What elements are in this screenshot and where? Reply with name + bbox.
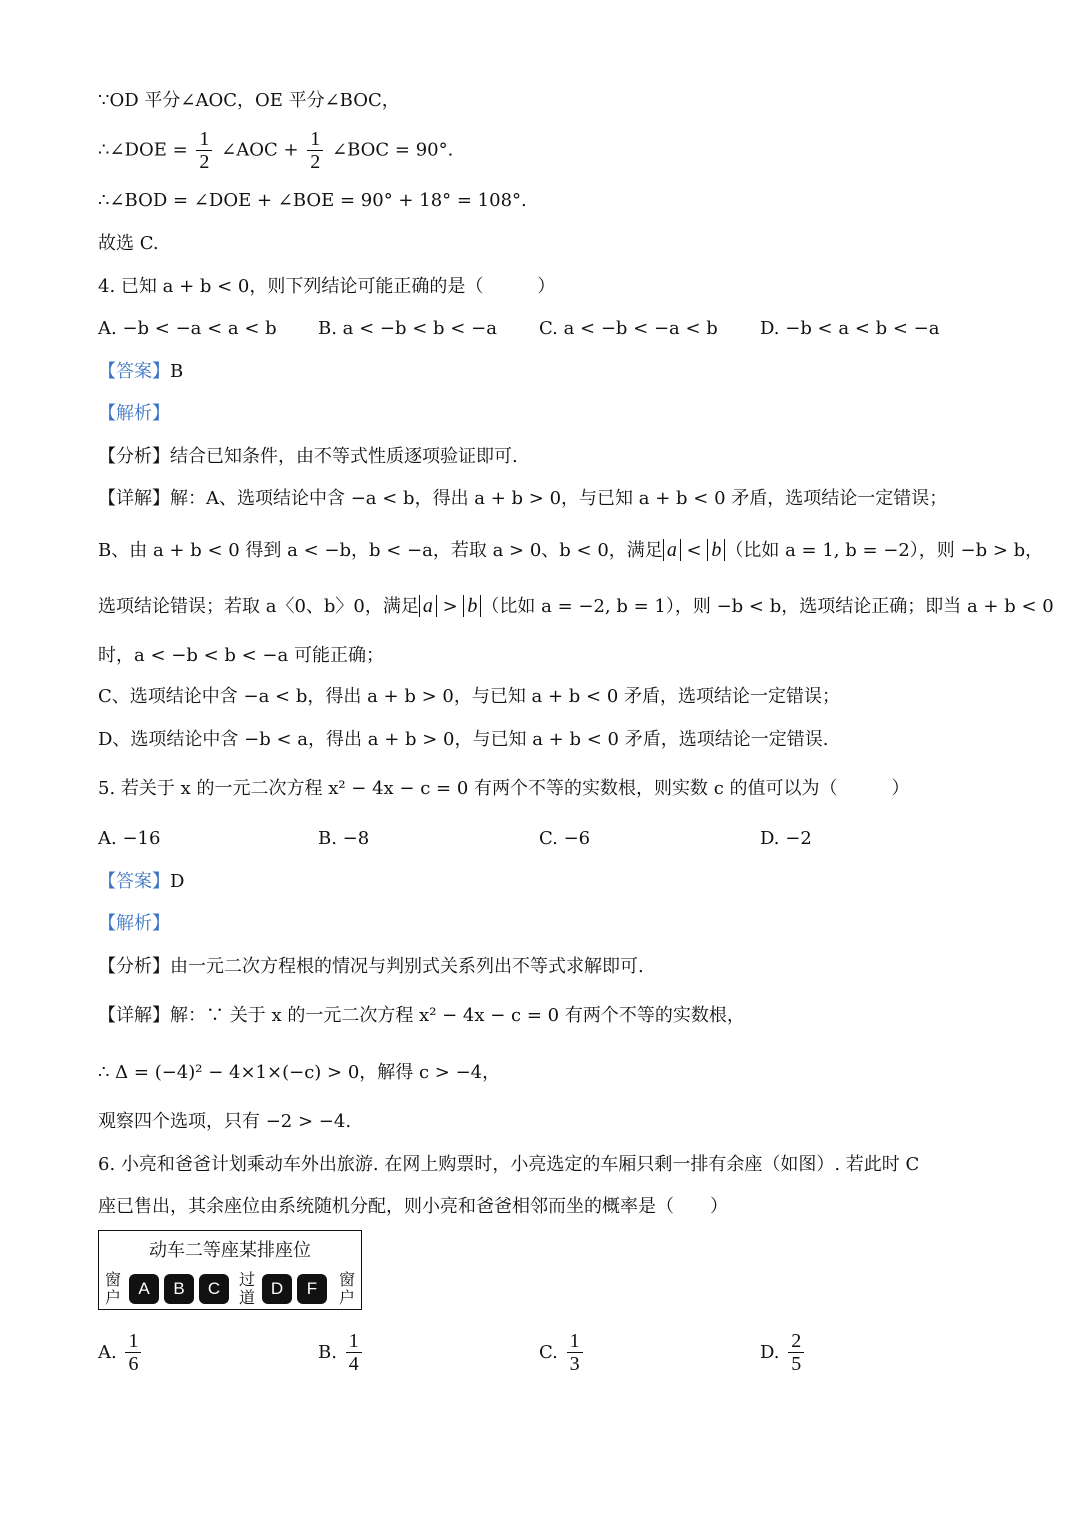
option-label: B.	[318, 1341, 337, 1363]
abs-b: b	[463, 595, 481, 617]
fraction	[567, 1330, 583, 1375]
answer-value: B	[170, 361, 184, 382]
fraction-numerator: 1	[196, 128, 212, 151]
doe-text-c: ∠BOC = 90°.	[332, 139, 454, 161]
seat-diagram-title: 动车二等座某排座位	[149, 1240, 311, 1261]
doe-text-b: ∠AOC +	[221, 139, 299, 161]
window-label-left: 窗户	[104, 1270, 121, 1307]
answer-value: D	[170, 871, 185, 892]
q6-stem-1: 6. 小亮和爸爸计划乘动车外出旅游. 在网上购票时，小亮选定的车厢只剩一排有余座（如图）. 若此时 C	[98, 1154, 920, 1175]
seat-d: D	[262, 1274, 292, 1304]
seat-f: F	[297, 1274, 327, 1304]
q5-fenxi: 【分析】由一元二次方程根的情况与判别式关系列出不等式求解即可.	[98, 956, 644, 977]
abs-a: a	[663, 539, 681, 561]
q5-option-a: A. −16	[98, 828, 161, 849]
fraction-denominator: 4	[348, 1353, 359, 1375]
fraction-numerator: 1	[125, 1330, 141, 1353]
fraction-numerator: 2	[788, 1330, 804, 1353]
greater-than: >	[436, 596, 464, 617]
q4-detail-2-b: （比如 a = 1, b = −2），则 −b > b，	[725, 540, 1044, 561]
option-label: C.	[539, 1341, 558, 1363]
q4-detail-3	[98, 594, 1054, 618]
q4-detail-2-a: B、由 a + b < 0 得到 a < −b，b < −a，若取 a > 0、b < 0，满足	[98, 540, 663, 561]
solution-line-doe	[98, 128, 453, 173]
fraction-half-1	[196, 128, 212, 173]
fraction-denominator: 2	[310, 151, 321, 173]
fraction-denominator: 6	[128, 1353, 139, 1375]
solution-line-bod: ∴∠BOD = ∠DOE + ∠BOE = 90° + 18° = 108°.	[98, 190, 527, 211]
q5-option-d: D. −2	[760, 828, 812, 849]
fraction	[125, 1330, 141, 1375]
q4-stem: 4. 已知 a + b < 0，则下列结论可能正确的是（ ）	[98, 276, 556, 297]
answer-tag: 【答案】	[98, 871, 170, 892]
q6-stem-2: 座已售出，其余座位由系统随机分配，则小亮和爸爸相邻而坐的概率是（ ）	[98, 1196, 728, 1217]
fraction-denominator: 5	[791, 1353, 802, 1375]
seat-c: C	[199, 1274, 229, 1304]
q4-detail-3-a: 选项结论错误；若取 a〈0、b〉0，满足	[98, 596, 419, 617]
fraction-numerator: 1	[346, 1330, 362, 1353]
fraction-numerator: 1	[567, 1330, 583, 1353]
solution-line-choose-c: 故选 C.	[98, 233, 159, 254]
q4-option-c: C. a < −b < −a < b	[539, 318, 718, 339]
seat-b: B	[164, 1274, 194, 1304]
aisle-label: 过道	[238, 1270, 255, 1307]
q4-fenxi: 【分析】结合已知条件，由不等式性质逐项验证即可.	[98, 446, 518, 467]
q4-analysis-tag: 【解析】	[98, 403, 170, 424]
q5-analysis-tag: 【解析】	[98, 913, 170, 934]
q5-detail-2: ∴ Δ = (−4)² − 4×1×(−c) > 0，解得 c > −4，	[98, 1062, 501, 1083]
q4-option-a: A. −b < −a < a < b	[98, 318, 277, 339]
q5-detail-3: 观察四个选项，只有 −2 > −4.	[98, 1111, 352, 1132]
q4-option-b: B. a < −b < b < −a	[318, 318, 497, 339]
fraction-half-2	[307, 128, 323, 173]
abs-b: b	[707, 539, 725, 561]
q5-option-b: B. −8	[318, 828, 370, 849]
q4-detail-5: C、选项结论中含 −a < b，得出 a + b > 0，与已知 a + b < 0 矛盾，选项结论一定错误；	[98, 686, 841, 707]
q5-answer	[98, 871, 184, 893]
q4-detail-3-b: （比如 a = −2, b = 1），则 −b < b，选项结论正确；即当 a + b < 0	[481, 596, 1054, 617]
q6-option-c	[539, 1330, 586, 1375]
seat-a: A	[129, 1274, 159, 1304]
fraction-denominator: 2	[199, 151, 210, 173]
q5-option-c: C. −6	[539, 828, 591, 849]
fraction-denominator: 3	[569, 1353, 580, 1375]
seat-diagram	[98, 1230, 362, 1310]
q6-option-b	[318, 1330, 365, 1375]
q4-detail-2	[98, 538, 1043, 562]
solution-line-bisectors: ∵OD 平分∠AOC，OE 平分∠BOC，	[98, 90, 400, 111]
q5-stem: 5. 若关于 x 的一元二次方程 x² − 4x − c = 0 有两个不等的实数根，则实数 c 的值可以为（ ）	[98, 778, 910, 799]
fraction-numerator: 1	[307, 128, 323, 151]
fraction	[346, 1330, 362, 1375]
option-label: D.	[760, 1341, 780, 1363]
q4-detail-4: 时，a < −b < b < −a 可能正确；	[98, 645, 384, 666]
answer-tag: 【答案】	[98, 361, 170, 382]
q6-option-a	[98, 1330, 144, 1375]
q4-detail-6: D、选项结论中含 −b < a，得出 a + b > 0，与已知 a + b < 0 矛盾，选项结论一定错误.	[98, 729, 829, 750]
q4-option-d: D. −b < a < b < −a	[760, 318, 940, 339]
q4-detail-1: 【详解】解：A、选项结论中含 −a < b，得出 a + b > 0，与已知 a + b < 0 矛盾，选项结论一定错误；	[98, 488, 948, 509]
q6-option-d	[760, 1330, 807, 1375]
less-than: <	[680, 540, 708, 561]
option-label: A.	[98, 1341, 117, 1363]
q5-detail-1: 【详解】解：∵ 关于 x 的一元二次方程 x² − 4x − c = 0 有两个不等的实数根，	[98, 1005, 745, 1026]
q4-answer	[98, 361, 183, 383]
abs-a: a	[419, 595, 437, 617]
fraction	[788, 1330, 804, 1375]
window-label-right: 窗户	[338, 1270, 355, 1307]
doe-text-a: ∴∠DOE =	[98, 139, 188, 161]
